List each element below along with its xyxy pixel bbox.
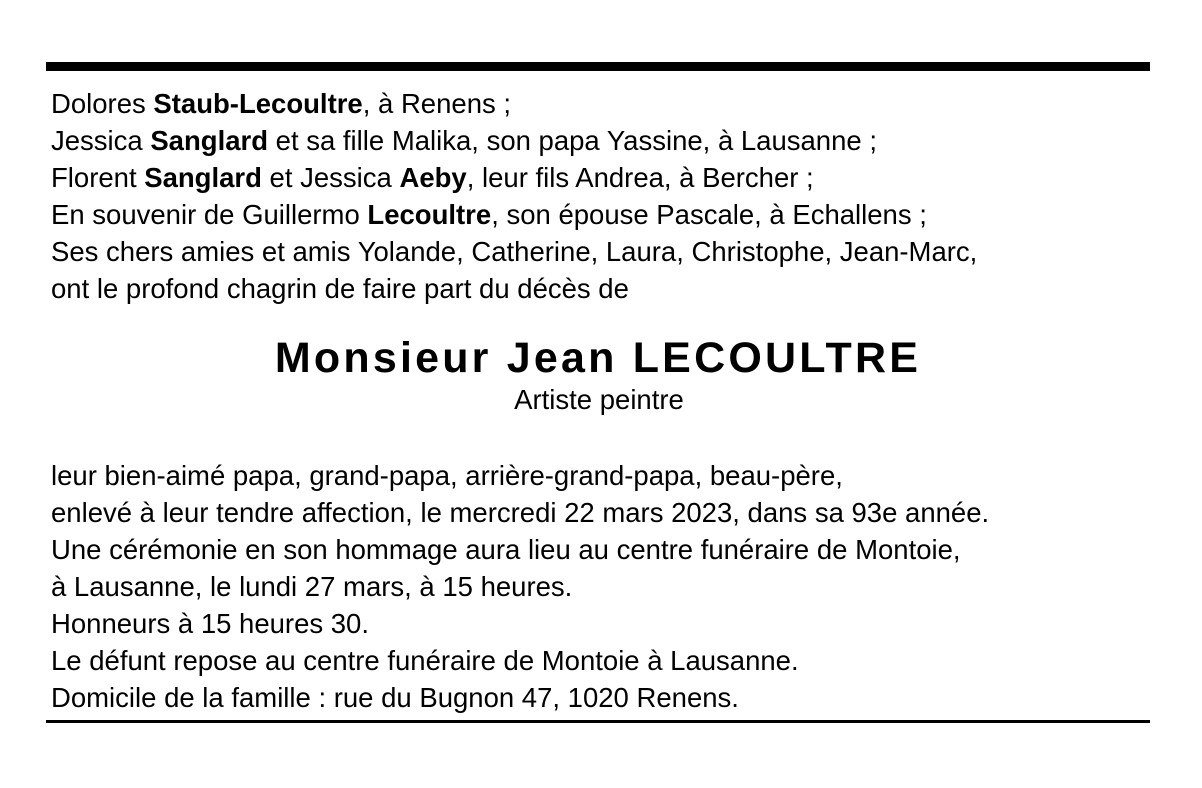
surname-bold: Sanglard [150, 125, 269, 156]
family-line [51, 233, 1150, 270]
deceased-block [46, 333, 1150, 417]
family-line [51, 122, 1150, 159]
top-border-rule [46, 62, 1150, 71]
details-line: Le défunt repose au centre funéraire de Montoie à Lausanne. [51, 645, 799, 676]
family-announcement [46, 71, 1150, 307]
surname-bold: Staub-Lecoultre [153, 88, 363, 119]
deceased-name: Monsieur Jean LECOULTRE [274, 334, 922, 382]
text-run: ont le profond chagrin de faire part du décès de [51, 273, 629, 304]
surname-bold: Lecoultre [367, 199, 492, 230]
family-line [51, 270, 1150, 307]
text-run: et Jessica [261, 162, 400, 193]
text-run: , leur fils Andrea, à Bercher ; [466, 162, 814, 193]
text-run: Dolores [51, 88, 154, 119]
ceremony-details [46, 457, 1150, 716]
death-notice [46, 62, 1150, 723]
text-run: , son épouse Pascale, à Echallens ; [491, 199, 927, 230]
details-line: Une cérémonie en son hommage aura lieu au centre funéraire de Montoie, [51, 534, 961, 565]
text-run: Jessica [51, 125, 151, 156]
family-line [51, 196, 1150, 233]
family-line [51, 159, 1150, 196]
details-line: Honneurs à 15 heures 30. [51, 608, 369, 639]
details-line: Domicile de la famille : rue du Bugnon 47, 1020 Renens. [51, 682, 739, 713]
text-run: , à Renens ; [362, 88, 512, 119]
text-run: En souvenir de Guillermo [51, 199, 368, 230]
surname-bold: Sanglard [144, 162, 262, 193]
details-line: leur bien-aimé papa, grand-papa, arrière-grand-papa, beau-père, [51, 460, 843, 491]
text-run: Florent [51, 162, 145, 193]
details-line: à Lausanne, le lundi 27 mars, à 15 heures. [51, 571, 573, 602]
deceased-occupation: Artiste peintre [514, 384, 684, 415]
family-line [51, 85, 1150, 122]
surname-bold: Aeby [399, 162, 467, 193]
text-run: Ses chers amies et amis Yolande, Catherine, Laura, Christophe, Jean-Marc, [51, 236, 978, 267]
text-run: et sa fille Malika, son papa Yassine, à Lausanne ; [268, 125, 877, 156]
details-line: enlevé à leur tendre affection, le mercredi 22 mars 2023, dans sa 93e année. [51, 497, 990, 528]
bottom-border-rule [46, 720, 1150, 723]
